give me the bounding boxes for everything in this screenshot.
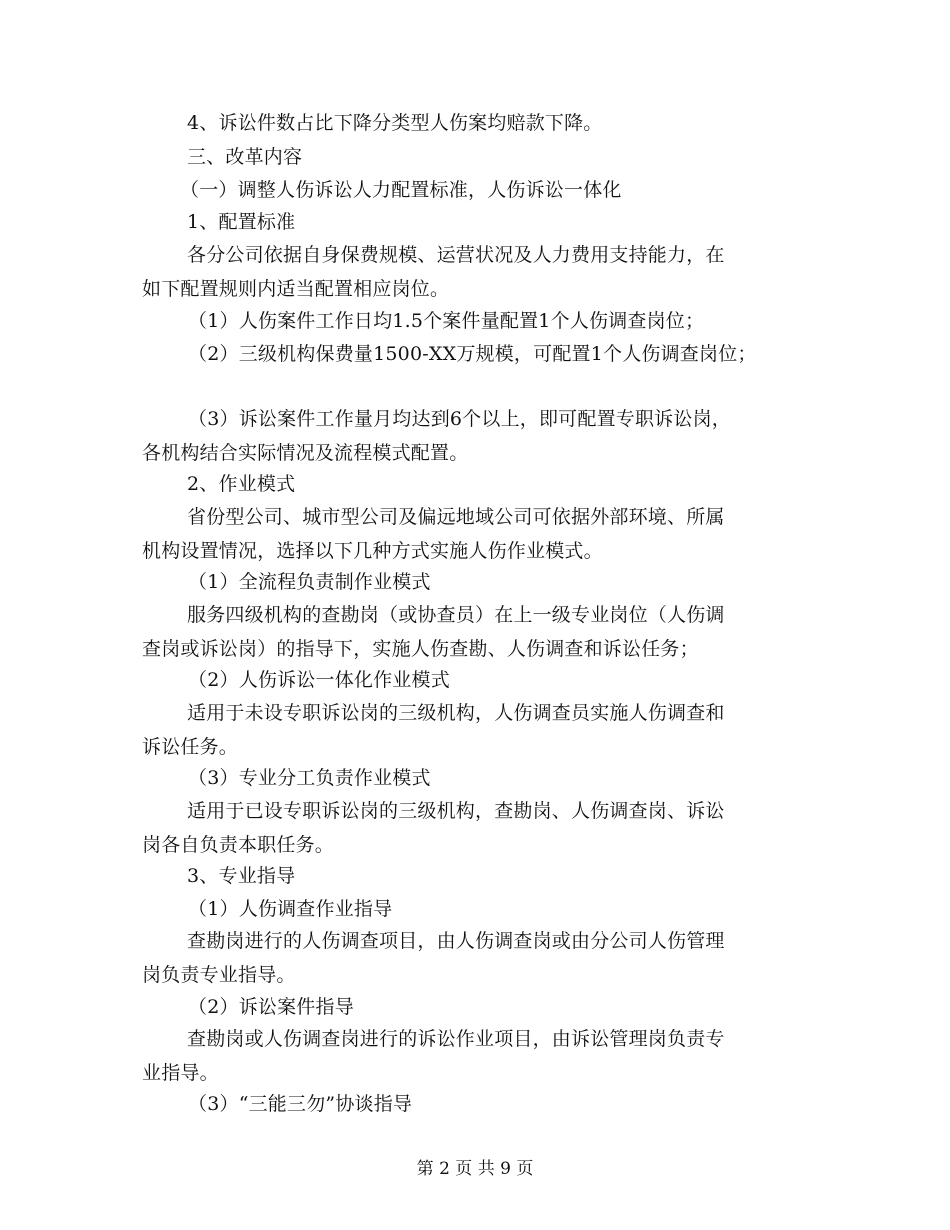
text-line: （一）调整人伤诉讼人力配置标准，人伤诉讼一体化 <box>180 179 622 201</box>
text-line: 诉讼任务。 <box>142 736 239 758</box>
text-line: 4、诉讼件数占比下降分类型人伤案均赔款下降。 <box>187 112 603 134</box>
text-line: 各分公司依据自身保费规模、运营状况及人力费用支持能力，在 <box>187 244 725 266</box>
mode-1-description <box>142 598 725 666</box>
text-line: 查勘岗或人伤调查岗进行的诉讼作业项目，由诉讼管理岗负责专 <box>187 1028 725 1050</box>
text-line: 岗负责专业指导。 <box>142 964 296 986</box>
text-line: （3）“三能三勿”协谈指导 <box>188 1093 413 1115</box>
mode-heading-3 <box>188 761 431 795</box>
text-line: 各机构结合实际情况及流程模式配置。 <box>142 442 469 464</box>
mode-heading-2 <box>188 663 450 697</box>
rule-3 <box>142 402 731 470</box>
mode-3-description <box>142 794 725 862</box>
text-line: 三、改革内容 <box>187 146 303 168</box>
text-line: （1）全流程负责制作业模式 <box>188 571 431 593</box>
text-line: 3、专业指导 <box>187 865 296 887</box>
text-line: （3）专业分工负责作业模式 <box>188 767 431 789</box>
guidance-heading-3 <box>188 1087 412 1121</box>
text-line: 服务四级机构的查勘岗（或协查员）在上一级专业岗位（人伤调 <box>187 604 725 626</box>
rule-2 <box>188 337 757 371</box>
text-line: 适用于未设专职诉讼岗的三级机构，人伤调查员实施人伤调查和 <box>187 702 725 724</box>
page-footer <box>0 1154 950 1179</box>
mode-2-description <box>142 696 725 764</box>
guidance-2-description <box>142 1022 725 1090</box>
section-heading-reform-content <box>187 140 302 174</box>
page-number-label: 第 2 页 共 9 页 <box>416 1159 534 1179</box>
text-line: 业指导。 <box>142 1062 219 1084</box>
text-line: 岗各自负责本职任务。 <box>142 834 335 856</box>
text-line: 2、作业模式 <box>187 473 296 495</box>
text-line: 适用于已设专职诉讼岗的三级机构，查勘岗、人伤调查岗、诉讼 <box>187 800 725 822</box>
text-line: （3）诉讼案件工作量月均达到6个以上，即可配置专职诉讼岗， <box>188 408 731 430</box>
item-heading-config-standard <box>187 205 295 239</box>
text-line: （1）人伤案件工作日均1.5个案件量配置1个人伤调查岗位； <box>188 310 705 332</box>
text-line: 机构设置情况，选择以下几种方式实施人伤作业模式。 <box>142 540 603 562</box>
subsection-heading-1 <box>180 173 622 207</box>
text-line: 1、配置标准 <box>187 211 296 233</box>
text-line: （2）三级机构保费量1500-XX万规模，可配置1个人伤调查岗位； <box>188 343 757 365</box>
guidance-heading-2 <box>188 990 354 1024</box>
item-heading-guidance <box>187 859 295 893</box>
mode-heading-1 <box>188 565 431 599</box>
paragraph-work-mode <box>142 500 725 568</box>
text-line: 省份型公司、城市型公司及偏远地域公司可依据外部环境、所属 <box>187 506 725 528</box>
guidance-1-description <box>142 924 725 992</box>
text-line: 查岗或诉讼岗）的指导下，实施人伤查勘、人伤调查和诉讼任务； <box>142 638 699 660</box>
text-line: 如下配置规则内适当配置相应岗位。 <box>142 278 450 300</box>
item-heading-work-mode <box>187 467 295 501</box>
paragraph-1 <box>187 106 603 140</box>
paragraph-config <box>142 238 725 306</box>
text-line: （1）人伤调查作业指导 <box>188 898 393 920</box>
rule-1 <box>188 304 704 338</box>
text-line: （2）人伤诉讼一体化作业模式 <box>188 669 450 691</box>
text-line: 查勘岗进行的人伤调查项目，由人伤调查岗或由分公司人伤管理 <box>187 930 725 952</box>
guidance-heading-1 <box>188 892 392 926</box>
text-line: （2）诉讼案件指导 <box>188 996 354 1018</box>
